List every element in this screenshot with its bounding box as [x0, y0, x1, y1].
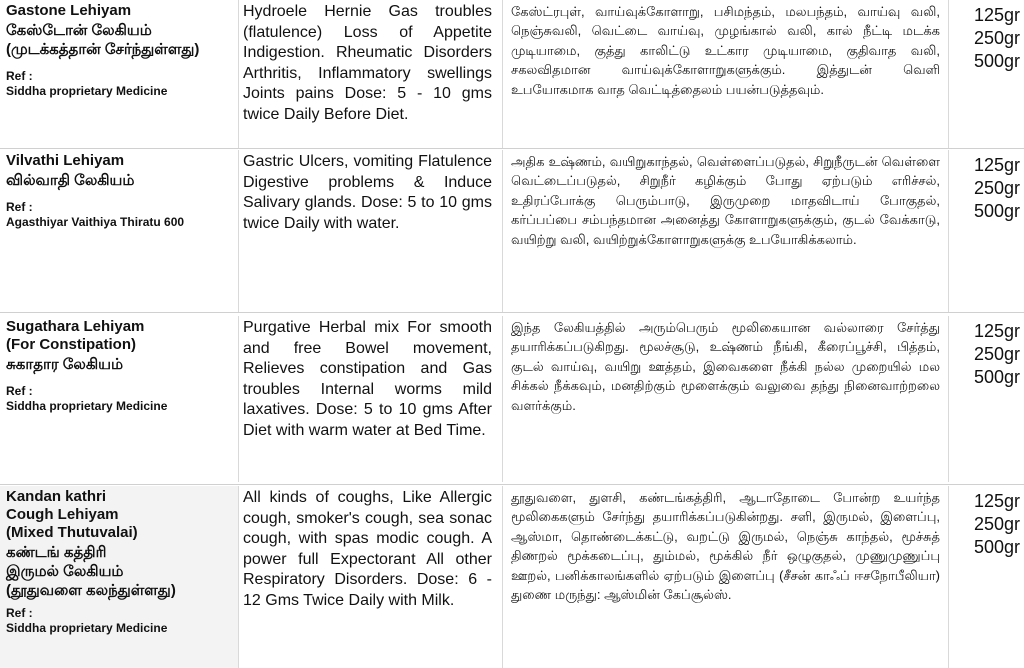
- ref-value: Agasthiyar Vaithiya Thiratu 600: [6, 215, 185, 229]
- size-item: 500gr: [973, 51, 1020, 71]
- product-name-en: Gastone Lehiyam: [6, 2, 132, 19]
- sizes-cell: [948, 150, 1024, 312]
- tamil-description-cell: [502, 486, 948, 668]
- description-cell: [238, 150, 502, 312]
- product-name-cell: [0, 150, 238, 312]
- tamil-description: அதிக உஷ்ணம், வயிறுகாந்தல், வெள்ளைப்படுதல், சிறுநீருடன் வெள்ளை வெட்டைப்படுதல், சிறுநீர் கழிக்கும் போது ஏற்படும் எரிச்சல், உதிரப்போக்கு பெரும்பாடு, இருமுறை மாதவிடாய் போகுதல், கர்ப்பப்பை சம்பந்தமான அனைத்து கோளாறுகளுக்கும், குடல் வேக்காடு, வயிற்று வலி, வயிற்றுக்கோளாறுகளுக்கு உபயோகிக்கலாம்.: [511, 154, 940, 247]
- tamil-description: கேஸ்ட்ரபுள், வாய்வுக்கோளாறு, பசிமந்தம், மலபந்தம், வாய்வு வலி, நெஞ்சுவலி, வெட்டை வாய்வு, முழங்கால் வலி, கால் நீட்டி மடக்க முடியாமை, குத்து காலிட்டு உட்கார முடியாமை, குதிவாத வலி, சகலவிதமான வாய்வுக்கோளாறுகளுக்கும். இத்துடன் வெளி உபயோகமாக வாத வெட்டித்தைலம் பயன்படுத்தவும்.: [511, 4, 940, 97]
- size-item: 500gr: [973, 367, 1020, 387]
- product-name-en: Kandan kathri Cough Lehiyam (Mixed Thutuvalai): [6, 488, 138, 541]
- product-name-ta: வில்வாதி லேகியம்: [6, 172, 135, 189]
- english-description: All kinds of coughs, Like Allergic cough, smoker's cough, sea sonac cough, with spas modic cough. A power full Expectorant All other Respiratory Disorders. Dose: 6 - 12 Gms Twice Daily with Milk.: [243, 489, 492, 609]
- size-item: 500gr: [973, 201, 1020, 221]
- description-cell: [238, 316, 502, 482]
- ref-value: Siddha proprietary Medicine: [6, 84, 168, 98]
- sizes-cell: [948, 316, 1024, 482]
- tamil-description: தூதுவளை, துளசி, கண்டங்கத்திரி, ஆடாதோடை போன்ற உயர்ந்த மூலிகைகளும் சேர்ந்து தயாரிக்கப்படுகின்றது. சளி, இருமல், இளைப்பு, ஆஸ்மா, தொண்டைக்கட்டு, வறட்டு இருமல், நெஞ்சு காந்தல், மூச்சுத் திணறல் மூக்கடைப்பு, தும்மல், மூக்கில் நீர் ஒழுகுதல், முணுமுணுப்பு ஊறல், பனிக்காலங்களில் ஏற்படும் இளைப்பு (சீசன் காஃப் ஈசநோபீலியா) துணை மருந்து: ஆஸ்மின் கேப்சூல்ஸ்.: [511, 490, 940, 603]
- size-item: 500gr: [973, 537, 1020, 557]
- row-divider: [0, 484, 1024, 485]
- tamil-description-cell: [502, 0, 948, 148]
- size-item: 125gr: [973, 491, 1020, 511]
- product-name-cell: [0, 0, 238, 148]
- product-row: [0, 486, 1024, 668]
- ref-value: Siddha proprietary Medicine: [6, 399, 168, 413]
- size-item: 125gr: [973, 5, 1020, 25]
- row-divider: [0, 312, 1024, 313]
- size-item: 250gr: [973, 344, 1020, 364]
- description-cell: [238, 486, 502, 668]
- product-name-ta: கேஸ்டோன் லேகியம் (முடக்கத்தான் சேர்ந்துள்ளது): [6, 22, 200, 58]
- product-name-en: Sugathara Lehiyam (For Constipation): [6, 318, 145, 353]
- product-row: [0, 316, 1024, 482]
- ref-label: Ref :: [6, 384, 33, 398]
- size-item: 250gr: [973, 514, 1020, 534]
- product-name-ta: கண்டங் கத்திரி இருமல் லேகியம் (தூதுவளை கலந்துள்ளது): [6, 544, 176, 599]
- size-item: 250gr: [973, 178, 1020, 198]
- ref-label: Ref :: [6, 69, 33, 83]
- english-description: Purgative Herbal mix For smooth and free Bowel movement, Relieves constipation and Gas troubles Internal worms mild laxatives. Dose: 5 to 10 gms After Diet with warm water at Bed Time.: [243, 319, 492, 439]
- size-item: 250gr: [973, 28, 1020, 48]
- tamil-description: இந்த லேகியத்தில் அரும்பெரும் மூலிகையான வல்லாரை சேர்த்து தயாரிக்கப்படுகிறது. மூலச்சூடு, உஷ்ணம் நீங்கி, கீரைப்பூச்சி, பித்தம், குடல் வாய்வு, வயிறு ஊத்தம், இவைகளை நீக்கி நல்ல முறையில் மல சிக்கல் நீக்கவும், மனதிற்கும் மூளைக்கும் வலுவை தந்து நினைவாற்றலை வளர்க்கும்.: [511, 320, 940, 413]
- sizes-cell: [948, 0, 1024, 148]
- ref-label: Ref :: [6, 200, 33, 214]
- english-description: Hydroele Hernie Gas troubles (flatulence) Loss of Appetite Indigestion. Rheumatic Disorders Arthritis, Inflammatory swellings Joints pains Dose: 5 - 10 gms twice Daily Before Diet.: [243, 3, 492, 123]
- ref-label: Ref :: [6, 606, 33, 620]
- ref-value: Siddha proprietary Medicine: [6, 621, 168, 635]
- product-name-en: Vilvathi Lehiyam: [6, 152, 125, 169]
- product-name-cell: [0, 316, 238, 482]
- row-divider: [0, 148, 1024, 149]
- english-description: Gastric Ulcers, vomiting Flatulence Digestive problems & Induce Salivary glands. Dose: 5 to 10 gms twice Daily with water.: [243, 153, 492, 232]
- tamil-description-cell: [502, 150, 948, 312]
- product-row: [0, 0, 1024, 148]
- size-item: 125gr: [973, 321, 1020, 341]
- product-name-ta: சுகாதார லேகியம்: [6, 356, 124, 373]
- tamil-description-cell: [502, 316, 948, 482]
- product-name-cell: [0, 486, 238, 668]
- size-item: 125gr: [973, 155, 1020, 175]
- description-cell: [238, 0, 502, 148]
- sizes-cell: [948, 486, 1024, 668]
- product-row: [0, 150, 1024, 312]
